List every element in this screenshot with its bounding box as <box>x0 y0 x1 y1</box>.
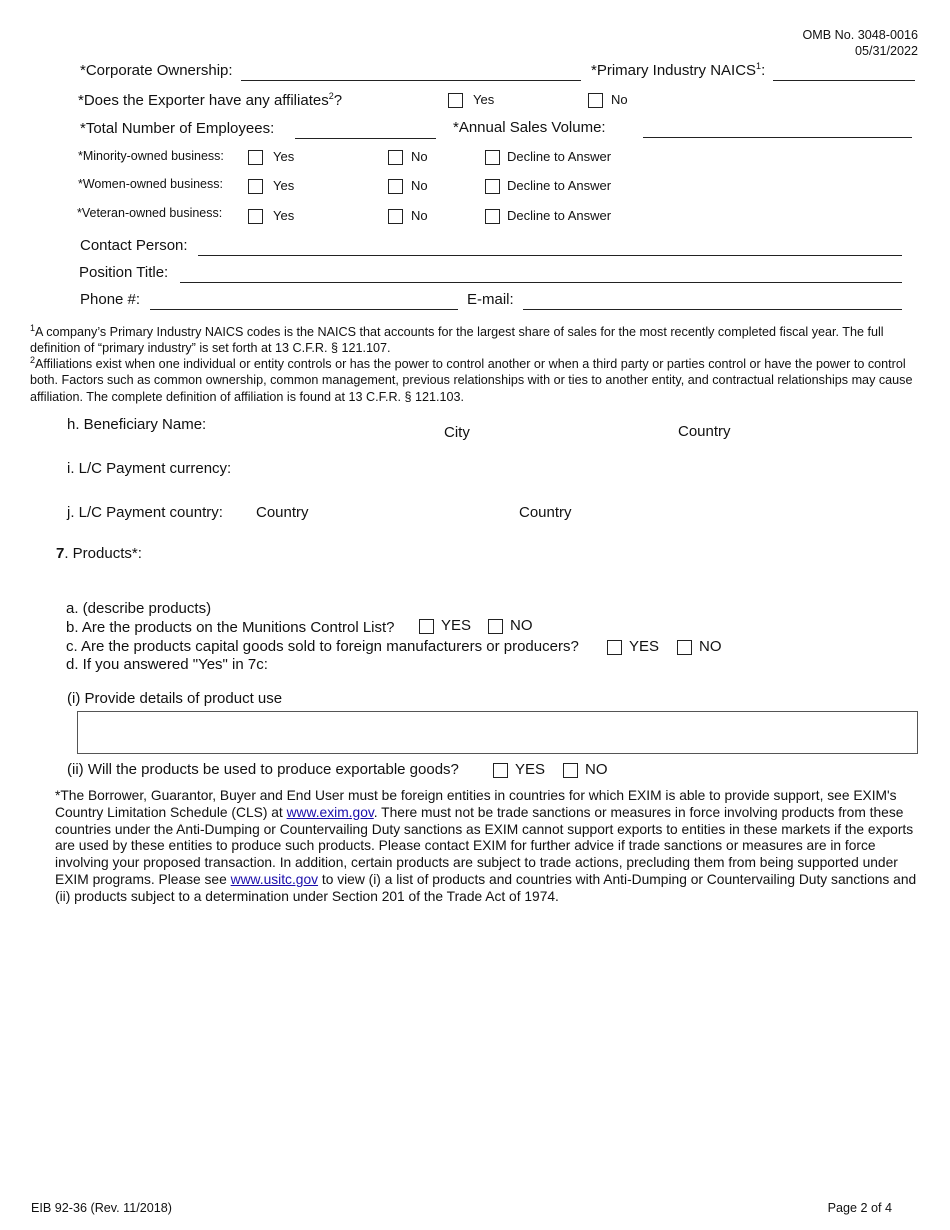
women-no-label: No <box>411 178 428 193</box>
exportable-yes-label: YES <box>515 761 546 778</box>
position-title-field[interactable] <box>180 282 902 283</box>
munitions-no-label: NO <box>510 617 533 634</box>
capital-goods-yes-label: YES <box>629 638 660 655</box>
form-id: EIB 92-36 (Rev. 11/2018) <box>31 1201 172 1215</box>
email-field[interactable] <box>523 309 902 310</box>
minority-no-label: No <box>411 149 428 164</box>
position-title-label: Position Title: <box>79 264 169 281</box>
munitions-no-checkbox[interactable] <box>488 619 503 634</box>
women-yes-checkbox[interactable] <box>248 179 263 194</box>
affiliates-no-label: No <box>611 92 628 107</box>
exportable-goods-label: (ii) Will the products be used to produce exportable goods? <box>67 761 459 778</box>
women-owned-label: *Women-owned business: <box>78 177 223 191</box>
email-label: E-mail: <box>467 291 514 308</box>
minority-decline-checkbox[interactable] <box>485 150 500 165</box>
products-heading: 7. Products*: <box>56 545 142 562</box>
minority-owned-label: *Minority-owned business: <box>78 149 224 163</box>
sales-field[interactable] <box>643 137 912 138</box>
affiliates-no-checkbox[interactable] <box>588 93 603 108</box>
women-decline-label: Decline to Answer <box>507 178 612 193</box>
phone-field[interactable] <box>150 309 458 310</box>
affiliates-yes-checkbox[interactable] <box>448 93 463 108</box>
beneficiary-city[interactable]: City <box>444 424 470 441</box>
exportable-yes-checkbox[interactable] <box>493 763 508 778</box>
naics-field[interactable] <box>773 80 915 81</box>
product-use-textarea[interactable] <box>77 711 918 754</box>
employees-field[interactable] <box>295 138 436 139</box>
exportable-no-checkbox[interactable] <box>563 763 578 778</box>
munitions-yes-label: YES <box>441 617 472 634</box>
lc-country-field-1[interactable]: Country <box>256 504 309 521</box>
product-use-label: (i) Provide details of product use <box>67 690 283 707</box>
minority-yes-label: Yes <box>273 149 295 164</box>
veteran-owned-label: *Veteran-owned business: <box>77 206 223 220</box>
lc-currency-label: i. L/C Payment currency: <box>67 460 232 477</box>
beneficiary-name-label: h. Beneficiary Name: <box>67 416 207 433</box>
corporate-ownership-label: *Corporate Ownership: <box>80 62 233 79</box>
veteran-no-checkbox[interactable] <box>388 209 403 224</box>
employees-label: *Total Number of Employees: <box>80 120 275 137</box>
capital-goods-no-checkbox[interactable] <box>677 640 692 655</box>
women-decline-checkbox[interactable] <box>485 179 500 194</box>
products-item-d: d. If you answered "Yes" in 7c: <box>66 656 268 673</box>
sales-label: *Annual Sales Volume: <box>453 119 606 136</box>
lc-country-field-2[interactable]: Country <box>519 504 572 521</box>
contact-person-label: Contact Person: <box>80 237 188 254</box>
omb-number: OMB No. 3048-0016 <box>802 28 918 42</box>
phone-label: Phone #: <box>80 291 141 308</box>
products-item-c: c. Are the products capital goods sold to foreign manufacturers or producers? <box>66 638 579 655</box>
page-number: Page 2 of 4 <box>827 1201 892 1215</box>
veteran-yes-label: Yes <box>273 208 295 223</box>
usitc-link[interactable]: www.usitc.gov <box>230 871 319 887</box>
veteran-no-label: No <box>411 208 428 223</box>
exportable-no-label: NO <box>585 761 608 778</box>
lc-country-label: j. L/C Payment country: <box>67 504 223 521</box>
disclaimer-paragraph: *The Borrower, Guarantor, Buyer and End User must be foreign entities in countries for which EXIM is able to provide support, see EXIM's Country Limitation Schedule (CLS) at www.exim.gov. There must not be trade sanctions or measures in force involving products from these countries under the Anti-Dumping or Countervailing Duty sanctions as EXIM cannot support exports to entities in these markets if the exports are used by these entities to produce such products. Please contact EXIM for further advice if trade sanctions or measures are in force involving your proposed transaction. In addition, certain products are subject to trade actions, precluding them from being supported under EXIM programs. Please see www.usitc.gov to view (i) a list of products and countries with Anti-Dumping or Countervailing Duty sanctions and (ii) products subject to a determination under Section 201 of the Trade Act of 1974. <box>55 788 917 904</box>
women-yes-label: Yes <box>273 178 295 193</box>
exim-link[interactable]: www.exim.gov <box>286 804 374 820</box>
corporate-ownership-field[interactable] <box>241 80 581 81</box>
veteran-decline-checkbox[interactable] <box>485 209 500 224</box>
veteran-yes-checkbox[interactable] <box>248 209 263 224</box>
products-item-b: b. Are the products on the Munitions Control List? <box>66 619 395 636</box>
minority-decline-label: Decline to Answer <box>507 149 612 164</box>
expiration-date: 05/31/2022 <box>854 44 918 58</box>
affiliates-yes-label: Yes <box>473 92 495 107</box>
naics-label: *Primary Industry NAICS$^1$: <box>591 61 766 79</box>
veteran-decline-label: Decline to Answer <box>507 208 612 223</box>
capital-goods-no-label: NO <box>699 638 722 655</box>
women-no-checkbox[interactable] <box>388 179 403 194</box>
minority-yes-checkbox[interactable] <box>248 150 263 165</box>
minority-no-checkbox[interactable] <box>388 150 403 165</box>
beneficiary-country[interactable]: Country <box>678 423 731 440</box>
products-item-a: a. (describe products) <box>66 600 212 617</box>
footnote-2: $^2$Affiliations exist when one individual or entity controls or has the power to control another or when a third party or parties control or have the power to control both. Factors such as common ownership, common management, previous relationships with or ties to another entity, and contractual relationships may cause affiliation. The complete definition of affiliation is found at 13 C.F.R. § 121.103. <box>30 354 913 404</box>
contact-person-field[interactable] <box>198 255 902 256</box>
munitions-yes-checkbox[interactable] <box>419 619 434 634</box>
footnote-1: $^1$A company’s Primary Industry NAICS codes is the NAICS that accounts for the largest share of sales for the most recently completed fiscal year. The full definition of “primary industry” is set forth at 13 C.F.R. § 121.107. <box>30 322 884 356</box>
capital-goods-yes-checkbox[interactable] <box>607 640 622 655</box>
affiliates-label: *Does the Exporter have any affiliates$^2$? <box>78 91 343 109</box>
